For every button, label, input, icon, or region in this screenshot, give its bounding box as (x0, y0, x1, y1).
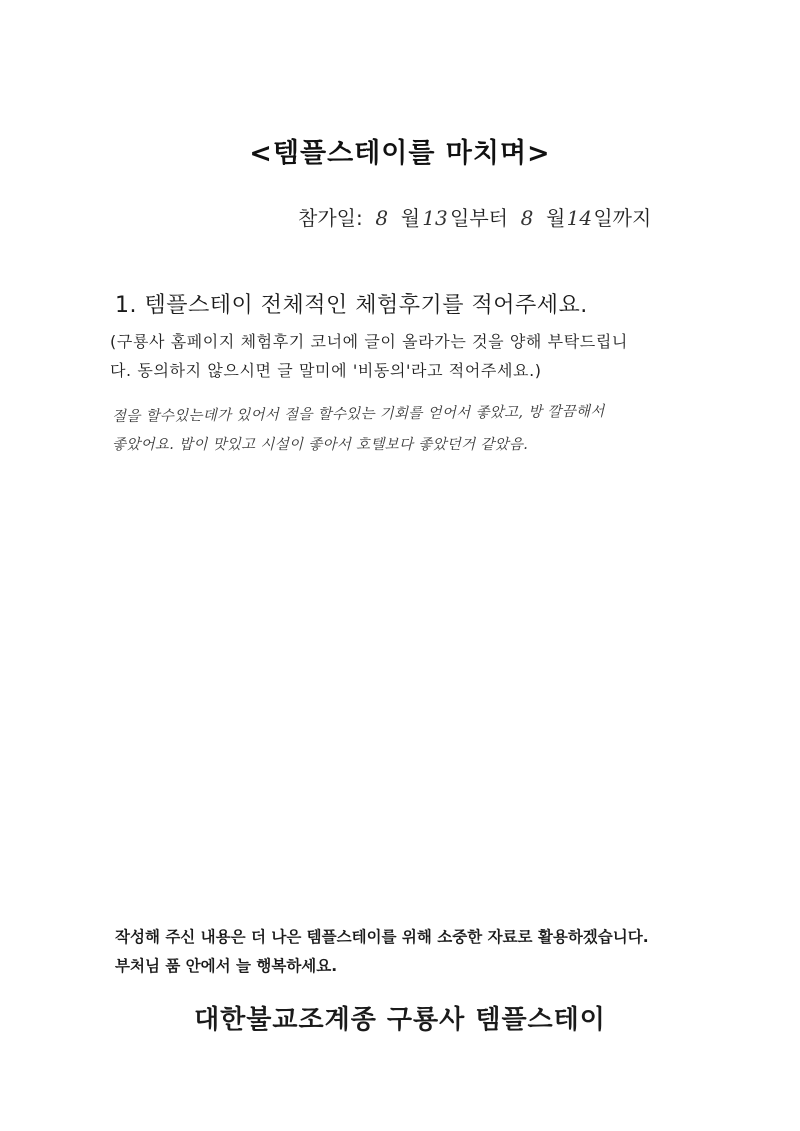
question-note-line-2: 다. 동의하지 않으시면 글 말미에 '비동의'라고 적어주세요.) (110, 361, 542, 380)
question-heading: 1. 템플스테이 전체적인 체험후기를 적어주세요. (115, 293, 588, 318)
footer-thanks-text: 작성해 주신 내용은 더 나은 템플스테이를 위해 소중한 자료로 활용하겠습니다. (115, 928, 649, 946)
handwritten-answer-line-2: 좋았어요. 밥이 맛있고 시설이 좋아서 호텔보다 좋았던거 같았음. (112, 437, 529, 453)
from-text: 일부터 (450, 206, 508, 230)
handwritten-month-start: 8 (375, 206, 389, 230)
organization-name: 대한불교조계종 구룡사 템플스테이 (194, 1005, 606, 1035)
question-note-line-1: (구룡사 홈페이지 체험후기 코너에 글이 올라가는 것을 양해 부탁드립니 (110, 332, 628, 351)
participation-label: 참가일: (298, 206, 363, 230)
handwritten-day-end: 14 (566, 206, 593, 230)
handwritten-day-start: 13 (422, 206, 448, 230)
month-unit-start: 월 (400, 206, 421, 230)
participation-date-line (298, 202, 651, 231)
handwritten-month-end: 8 (520, 206, 534, 230)
footer-blessing-text: 부처님 품 안에서 늘 행복하세요. (115, 957, 338, 975)
page-title: <템플스테이를 마치며> (249, 138, 551, 169)
until-text: 일까지 (593, 206, 652, 230)
month-unit-end: 월 (546, 206, 566, 230)
handwritten-answer-line-1: 절을 할수있는데가 있어서 절을 할수있는 기회를 얻어서 좋았고, 방 깔끔해서 (111, 403, 605, 425)
